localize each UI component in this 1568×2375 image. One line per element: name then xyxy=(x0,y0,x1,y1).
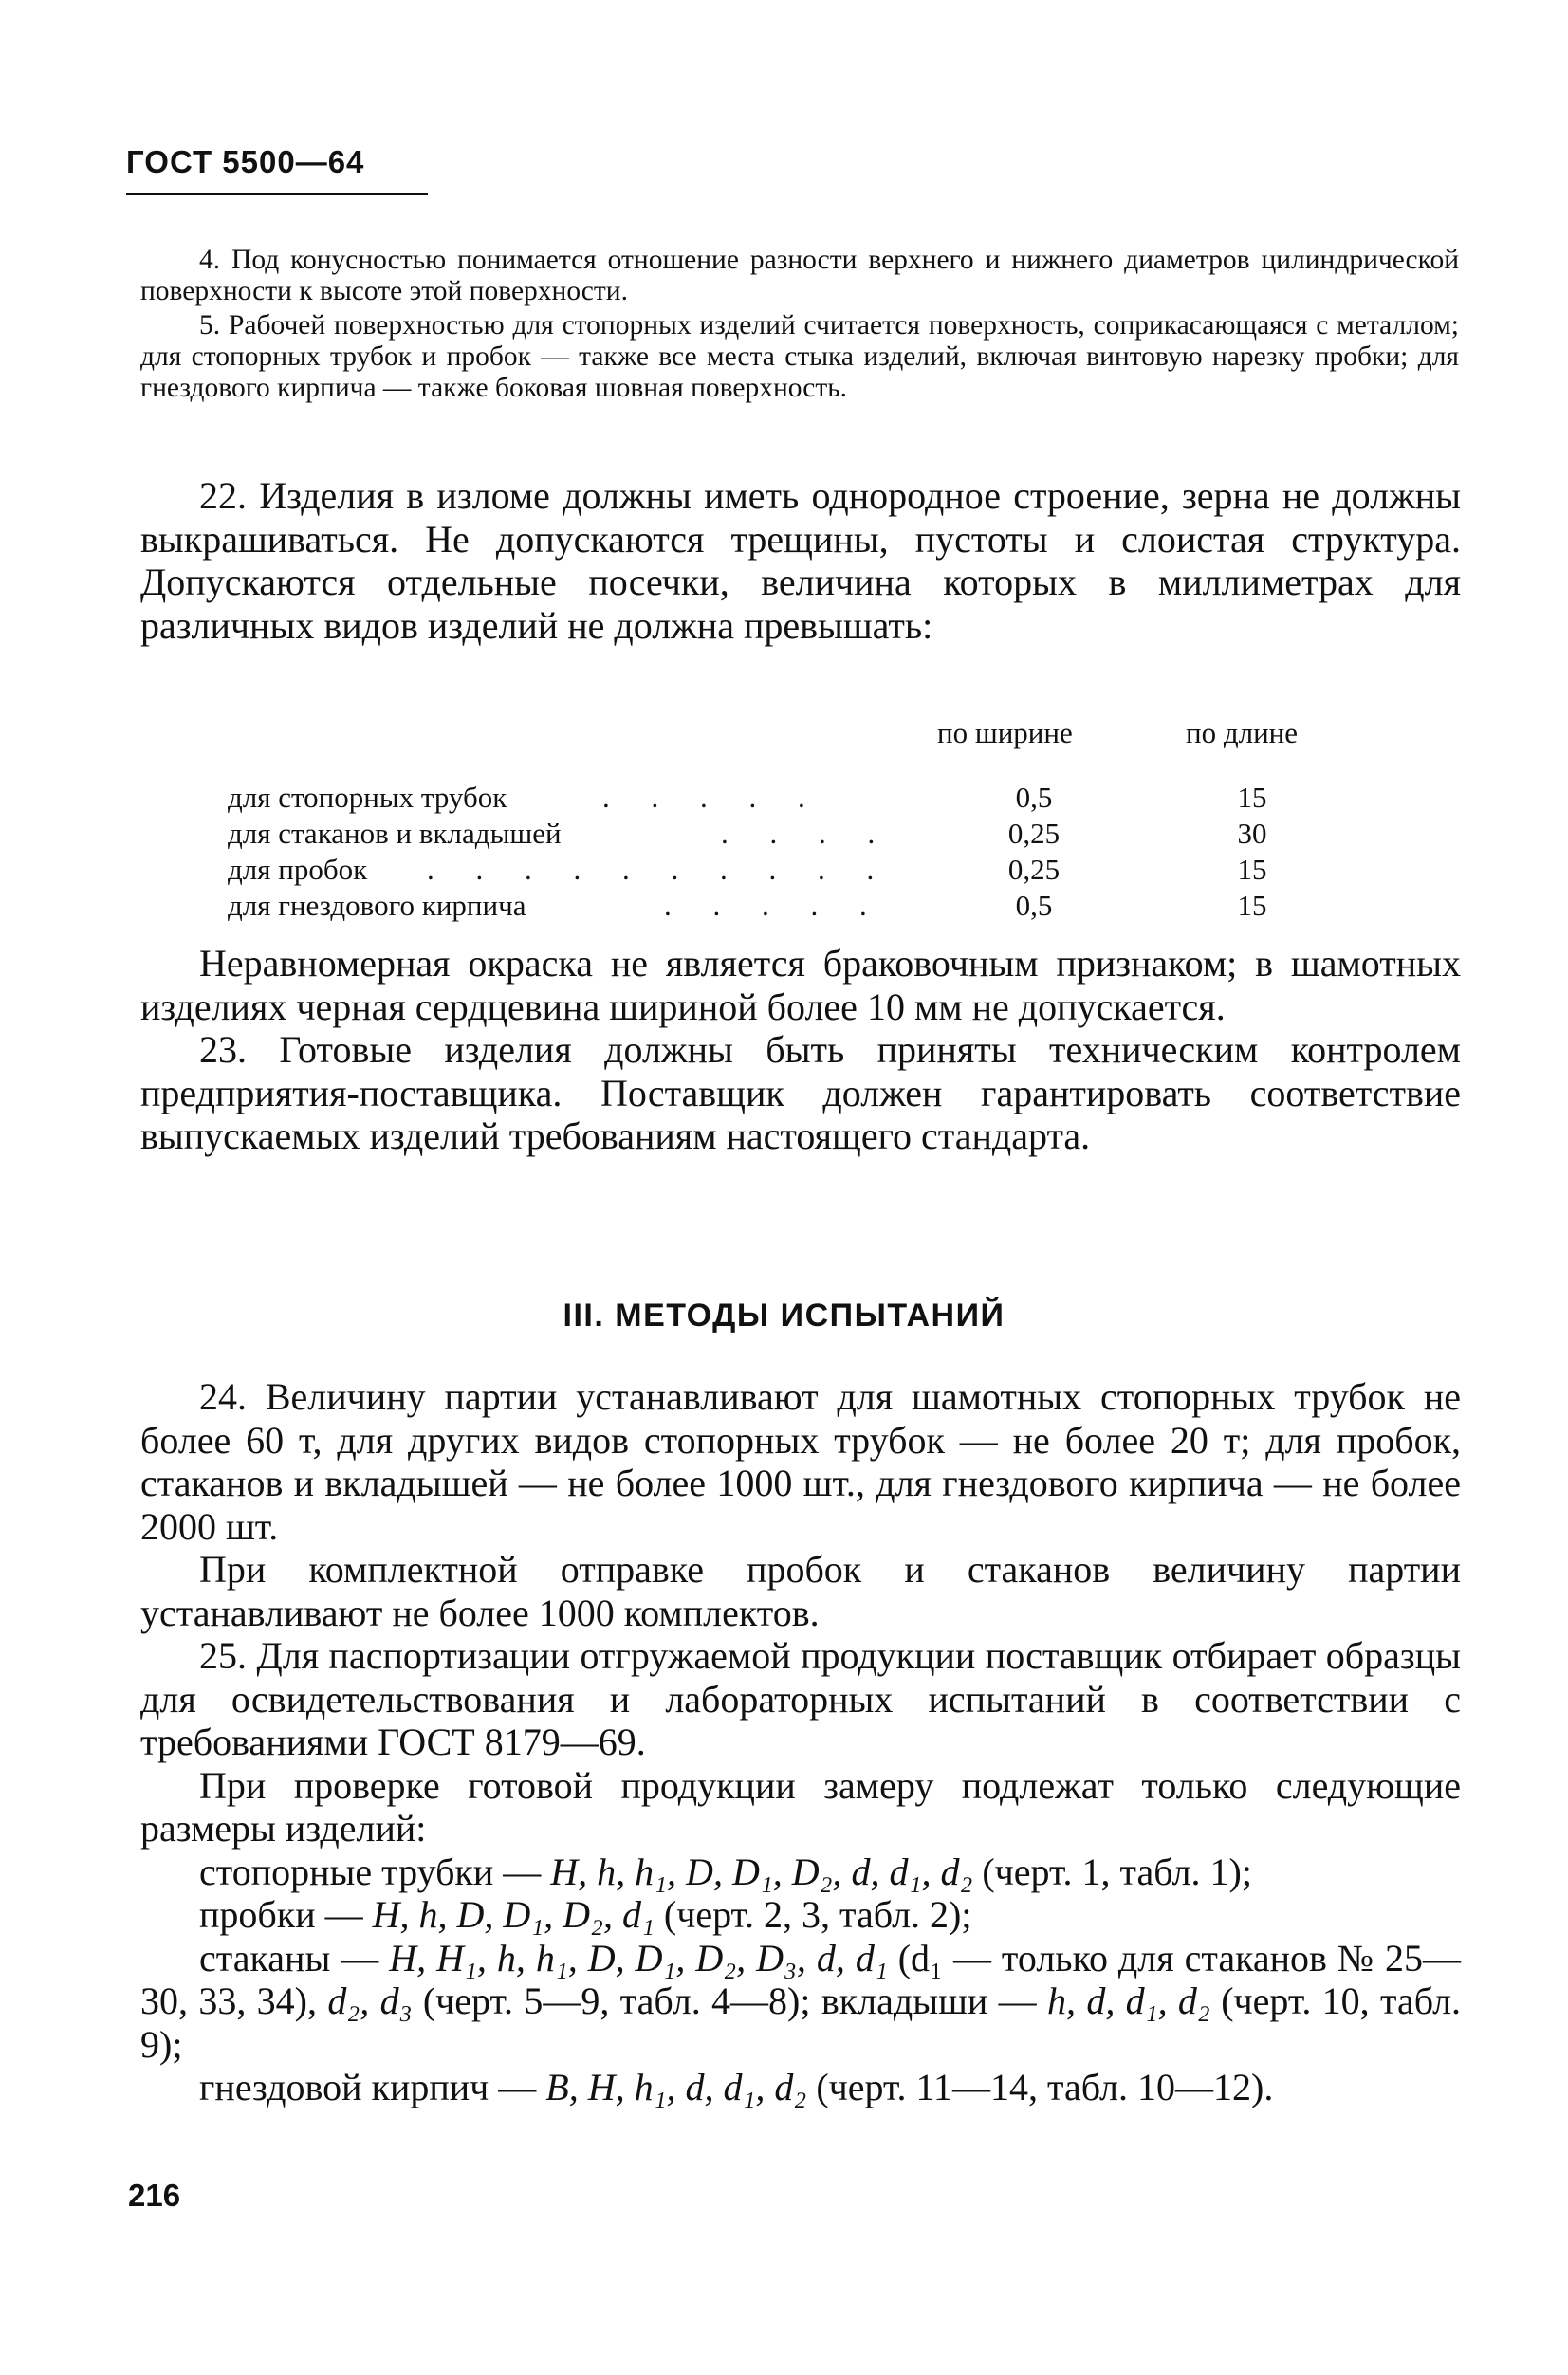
header-width: по ширине xyxy=(937,716,1073,749)
section-title: III. МЕТОДЫ ИСПЫТАНИЙ xyxy=(563,1298,1005,1334)
clause-24-note: При комплектной отправке пробок и стаканов величину партии устанавливают не более 1000 комплектов. xyxy=(140,1548,1461,1634)
clause-25-intro: При проверке готовой продукции замеру подлежат только следующие размеры изделий: xyxy=(140,1763,1461,1850)
leader-dots: . . . . . xyxy=(602,781,822,814)
table-row xyxy=(228,781,1404,817)
dims-nozzles-inserts: стаканы — H, H₁, h, h₁, D, D₁, D₂, D₃, d, d₁ (d₁ — только для стаканов № 25—30, 33, 34), d₂, d₃ (черт. 5—9, табл. 4—8); вкладыши — h, d, d₁, d₂ (черт. 10, табл. 9); xyxy=(140,1936,1462,2066)
table-row xyxy=(228,853,1404,889)
footnotes-block xyxy=(140,245,1459,407)
table-row xyxy=(228,817,1404,853)
leader-dots: . . . . . xyxy=(664,889,884,922)
dims-plugs: пробки — H, h, D, D₁, D₂, d₁ (черт. 2, 3, табл. 2); xyxy=(199,1893,972,1936)
running-head: ГОСТ 5500—64 xyxy=(126,144,365,179)
test-methods-block xyxy=(140,1375,1461,2109)
clause-23: 23. Готовые изделия должны быть приняты техническим контролем предприятия-поставщика. Поставщик должен гарантировать соответствие выпускаемых изделий требованиям настоящего стандарта. xyxy=(140,1028,1461,1157)
clause-25: 25. Для паспортизации отгружаемой продукции поставщик отбирает образцы для освидетельствования и лабораторных испытаний в соответствии с требованиями ГОСТ 8179—69. xyxy=(140,1634,1461,1763)
row-label: для стопорных трубок xyxy=(228,781,507,814)
clause-22 xyxy=(140,474,1461,647)
header-length: по длине xyxy=(1186,716,1299,749)
row-label: для пробок xyxy=(228,853,368,886)
clause-24: 24. Величину партии устанавливают для шамотных стопорных трубок не более 60 т, для других видов стопорных трубок — не более 20 т; для пробок, стаканов и вкладышей — не более 1000 шт., для гнездового кирпича — не более 2000 шт. xyxy=(140,1375,1461,1548)
clause-22-text: 22. Изделия в изломе должны иметь однородное строение, зерна не должны выкрашиваться. Не допускаются трещины, пустоты и слоистая структура. Допускаются отдельные посечки, величина которых в миллиметрах для различных видов изделий не должна превышать: xyxy=(140,474,1461,647)
row-width: 0,25 xyxy=(1007,853,1061,886)
row-label: для стаканов и вкладышей xyxy=(228,817,562,850)
page-number: 216 xyxy=(128,2178,181,2213)
note-5: 5. Рабочей поверхностью для стопорных изделий считается поверхность, соприкасающаяся с металлом; для стопорных трубок и пробок — также все места стыка изделий, включая винтовую нарезку пробки; для гнездового кирпича — также боковая шовная поверхность. xyxy=(140,310,1459,403)
dims-nest-brick: гнездовой кирпич — B, H, h₁, d, d₁, d₂ (черт. 11—14, табл. 10—12). xyxy=(199,2066,1274,2108)
row-length: 15 xyxy=(1237,853,1267,886)
row-label: для гнездового кирпича xyxy=(228,889,526,922)
table-row xyxy=(228,889,1404,925)
paint-note: Неравномерная окраска не является браковочным признаком; в шамотных изделиях черная сердцевина шириной более 10 мм не допускается. xyxy=(140,942,1461,1028)
leader-dots: . . . . xyxy=(721,817,893,850)
note-4: 4. Под конусностью понимается отношение разности верхнего и нижнего диаметров цилиндрической поверхности к высоте этой поверхности. xyxy=(140,245,1459,306)
row-length: 30 xyxy=(1237,817,1267,850)
row-length: 15 xyxy=(1237,889,1267,922)
text-block-after-table xyxy=(140,942,1461,1158)
dims-stopper-tubes: стопорные трубки — H, h, h₁, D, D₁, D₂, d, d₁, d₂ (черт. 1, табл. 1); xyxy=(199,1850,1252,1893)
row-length: 15 xyxy=(1237,781,1267,814)
row-width: 0,5 xyxy=(1015,889,1053,922)
header-rule xyxy=(126,193,428,195)
row-width: 0,25 xyxy=(1007,817,1061,850)
row-width: 0,5 xyxy=(1015,781,1053,814)
leader-dots: . . . . . . . . . . xyxy=(427,853,892,886)
